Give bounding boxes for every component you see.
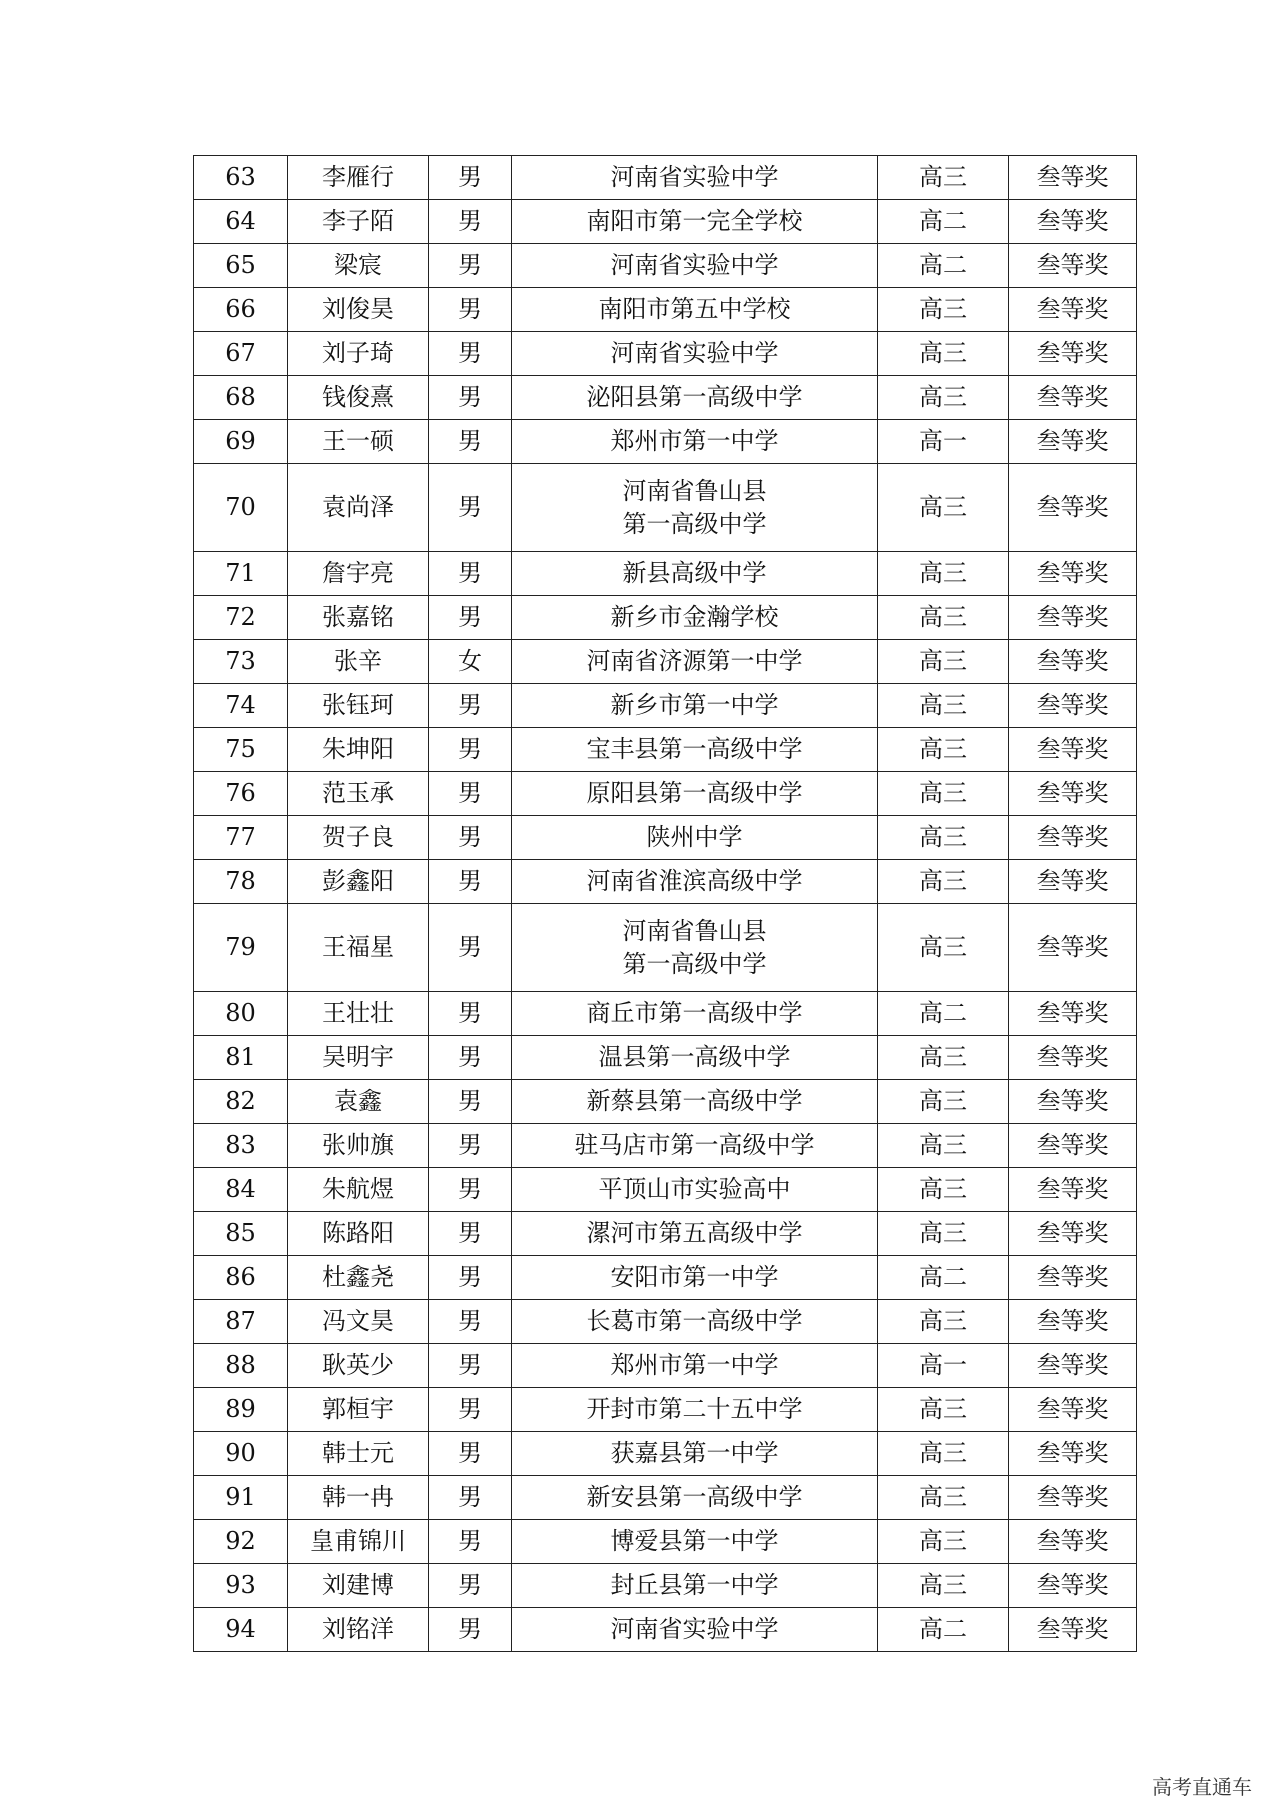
school-name-line: 长葛市第一高级中学 (586, 1307, 803, 1335)
row-number-cell: 85 (194, 1212, 288, 1256)
school-name-line: 南阳市第一完全学校 (586, 207, 803, 235)
table-row (194, 1168, 1137, 1212)
student-name-cell: 王一硕 (288, 420, 429, 464)
school-name-line: 商丘市第一高级中学 (586, 999, 803, 1027)
table-row (194, 332, 1137, 376)
grade-cell: 高三 (878, 860, 1009, 904)
school-name-line: 获嘉县第一中学 (610, 1439, 779, 1467)
school-cell (512, 332, 878, 376)
table-row (194, 992, 1137, 1036)
table-row (194, 640, 1137, 684)
award-cell: 叁等奖 (1009, 728, 1137, 772)
student-name-cell: 张帅旗 (288, 1124, 429, 1168)
award-cell: 叁等奖 (1009, 1432, 1137, 1476)
school-cell (512, 1168, 878, 1212)
award-cell: 叁等奖 (1009, 1300, 1137, 1344)
student-name-cell: 张钰珂 (288, 684, 429, 728)
school-name-line: 第一高级中学 (622, 509, 767, 538)
school-cell (512, 552, 878, 596)
school-name-line: 河南省鲁山县 (622, 476, 767, 505)
school-name-line: 封丘县第一中学 (610, 1571, 779, 1599)
row-number-cell: 63 (194, 156, 288, 200)
grade-cell: 高三 (878, 464, 1009, 552)
grade-cell: 高三 (878, 288, 1009, 332)
award-cell: 叁等奖 (1009, 904, 1137, 992)
school-name-line: 驻马店市第一高级中学 (574, 1131, 815, 1159)
gender-cell: 男 (429, 332, 512, 376)
award-cell: 叁等奖 (1009, 992, 1137, 1036)
grade-cell: 高二 (878, 1608, 1009, 1652)
student-name-cell: 刘铭洋 (288, 1608, 429, 1652)
school-cell (512, 420, 878, 464)
school-cell (512, 288, 878, 332)
table-row (194, 1256, 1137, 1300)
school-cell (512, 904, 878, 992)
gender-cell: 男 (429, 1080, 512, 1124)
award-cell: 叁等奖 (1009, 816, 1137, 860)
award-cell: 叁等奖 (1009, 772, 1137, 816)
student-name-cell: 张辛 (288, 640, 429, 684)
row-number-cell: 68 (194, 376, 288, 420)
table-row (194, 1344, 1137, 1388)
gender-cell: 男 (429, 376, 512, 420)
school-cell (512, 464, 878, 552)
student-name-cell: 吴明宇 (288, 1036, 429, 1080)
school-name-line: 开封市第二十五中学 (586, 1395, 803, 1423)
award-cell: 叁等奖 (1009, 596, 1137, 640)
award-cell: 叁等奖 (1009, 1608, 1137, 1652)
school-cell (512, 1080, 878, 1124)
row-number-cell: 76 (194, 772, 288, 816)
school-name-line: 河南省实验中学 (610, 163, 779, 191)
row-number-cell: 91 (194, 1476, 288, 1520)
student-name-cell: 刘子琦 (288, 332, 429, 376)
school-cell (512, 156, 878, 200)
school-cell (512, 244, 878, 288)
school-name-line: 漯河市第五高级中学 (586, 1219, 803, 1247)
school-cell (512, 1476, 878, 1520)
student-name-cell: 皇甫锦川 (288, 1520, 429, 1564)
gender-cell: 男 (429, 1520, 512, 1564)
table-row (194, 552, 1137, 596)
school-name-line: 河南省实验中学 (610, 339, 779, 367)
table-row (194, 464, 1137, 552)
student-name-cell: 梁宸 (288, 244, 429, 288)
gender-cell: 男 (429, 1256, 512, 1300)
school-cell (512, 1124, 878, 1168)
student-name-cell: 袁尚泽 (288, 464, 429, 552)
school-name-line: 新乡市金瀚学校 (610, 603, 779, 631)
row-number-cell: 83 (194, 1124, 288, 1168)
grade-cell: 高三 (878, 640, 1009, 684)
grade-cell: 高三 (878, 684, 1009, 728)
grade-cell: 高三 (878, 332, 1009, 376)
row-number-cell: 78 (194, 860, 288, 904)
row-number-cell: 73 (194, 640, 288, 684)
grade-cell: 高三 (878, 1564, 1009, 1608)
school-cell (512, 1432, 878, 1476)
school-name-line: 宝丰县第一高级中学 (586, 735, 803, 763)
student-name-cell: 韩一冉 (288, 1476, 429, 1520)
school-name-line: 原阳县第一高级中学 (586, 779, 803, 807)
school-name-line: 河南省淮滨高级中学 (586, 867, 803, 895)
gender-cell: 男 (429, 684, 512, 728)
row-number-cell: 77 (194, 816, 288, 860)
gender-cell: 男 (429, 1168, 512, 1212)
table-row (194, 244, 1137, 288)
gender-cell: 男 (429, 1344, 512, 1388)
table-row (194, 420, 1137, 464)
row-number-cell: 90 (194, 1432, 288, 1476)
gender-cell: 男 (429, 1432, 512, 1476)
school-cell (512, 1564, 878, 1608)
student-name-cell: 贺子良 (288, 816, 429, 860)
school-name-line: 新县高级中学 (622, 559, 767, 587)
grade-cell: 高三 (878, 1036, 1009, 1080)
row-number-cell: 94 (194, 1608, 288, 1652)
row-number-cell: 69 (194, 420, 288, 464)
grade-cell: 高二 (878, 200, 1009, 244)
award-cell: 叁等奖 (1009, 1080, 1137, 1124)
school-name-line: 新乡市第一中学 (610, 691, 779, 719)
gender-cell: 男 (429, 816, 512, 860)
table-row (194, 1080, 1137, 1124)
row-number-cell: 89 (194, 1388, 288, 1432)
table-row (194, 904, 1137, 992)
grade-cell: 高三 (878, 1432, 1009, 1476)
student-name-cell: 耿英少 (288, 1344, 429, 1388)
grade-cell: 高一 (878, 1344, 1009, 1388)
school-cell (512, 1520, 878, 1564)
school-cell (512, 200, 878, 244)
student-name-cell: 张嘉铭 (288, 596, 429, 640)
school-cell (512, 1388, 878, 1432)
school-cell (512, 728, 878, 772)
school-cell (512, 816, 878, 860)
student-name-cell: 韩士元 (288, 1432, 429, 1476)
award-cell: 叁等奖 (1009, 464, 1137, 552)
table-row (194, 816, 1137, 860)
table-row (194, 684, 1137, 728)
award-cell: 叁等奖 (1009, 200, 1137, 244)
grade-cell: 高三 (878, 376, 1009, 420)
table-row (194, 156, 1137, 200)
gender-cell: 男 (429, 772, 512, 816)
row-number-cell: 67 (194, 332, 288, 376)
student-name-cell: 郭桓宇 (288, 1388, 429, 1432)
gender-cell: 男 (429, 1036, 512, 1080)
school-name-line: 郑州市第一中学 (610, 1351, 779, 1379)
table-row (194, 728, 1137, 772)
gender-cell: 男 (429, 860, 512, 904)
gender-cell: 男 (429, 728, 512, 772)
gender-cell: 男 (429, 288, 512, 332)
table-row (194, 1564, 1137, 1608)
student-name-cell: 钱俊熹 (288, 376, 429, 420)
table-row (194, 860, 1137, 904)
school-name-line: 博爱县第一中学 (610, 1527, 779, 1555)
table-row (194, 1520, 1137, 1564)
student-name-cell: 朱坤阳 (288, 728, 429, 772)
student-name-cell: 冯文昊 (288, 1300, 429, 1344)
school-cell (512, 1036, 878, 1080)
student-name-cell: 李雁行 (288, 156, 429, 200)
gender-cell: 男 (429, 1124, 512, 1168)
gender-cell: 男 (429, 552, 512, 596)
gender-cell: 男 (429, 1476, 512, 1520)
grade-cell: 高二 (878, 244, 1009, 288)
row-number-cell: 66 (194, 288, 288, 332)
table-row (194, 1036, 1137, 1080)
award-cell: 叁等奖 (1009, 420, 1137, 464)
watermark-text: 高考直通车 (1152, 1775, 1252, 1799)
row-number-cell: 79 (194, 904, 288, 992)
school-cell (512, 772, 878, 816)
school-name-line: 陕州中学 (646, 823, 743, 851)
award-cell: 叁等奖 (1009, 684, 1137, 728)
row-number-cell: 71 (194, 552, 288, 596)
gender-cell: 男 (429, 1212, 512, 1256)
student-name-cell: 王壮壮 (288, 992, 429, 1036)
gender-cell: 男 (429, 464, 512, 552)
grade-cell: 高三 (878, 1124, 1009, 1168)
row-number-cell: 87 (194, 1300, 288, 1344)
table-row (194, 596, 1137, 640)
row-number-cell: 80 (194, 992, 288, 1036)
school-cell (512, 1608, 878, 1652)
table-row (194, 200, 1137, 244)
award-cell: 叁等奖 (1009, 332, 1137, 376)
award-cell: 叁等奖 (1009, 1476, 1137, 1520)
student-name-cell: 詹宇亮 (288, 552, 429, 596)
grade-cell: 高三 (878, 1080, 1009, 1124)
award-list-body (194, 156, 1137, 1652)
gender-cell: 男 (429, 596, 512, 640)
table-row (194, 1432, 1137, 1476)
school-cell (512, 640, 878, 684)
gender-cell: 男 (429, 1564, 512, 1608)
grade-cell: 高三 (878, 1520, 1009, 1564)
student-name-cell: 陈路阳 (288, 1212, 429, 1256)
school-cell (512, 1344, 878, 1388)
grade-cell: 高三 (878, 596, 1009, 640)
row-number-cell: 74 (194, 684, 288, 728)
award-cell: 叁等奖 (1009, 1036, 1137, 1080)
school-name-line: 河南省实验中学 (610, 251, 779, 279)
grade-cell: 高三 (878, 1168, 1009, 1212)
gender-cell: 男 (429, 992, 512, 1036)
gender-cell: 男 (429, 1388, 512, 1432)
row-number-cell: 70 (194, 464, 288, 552)
grade-cell: 高三 (878, 1212, 1009, 1256)
row-number-cell: 88 (194, 1344, 288, 1388)
row-number-cell: 65 (194, 244, 288, 288)
grade-cell: 高三 (878, 728, 1009, 772)
row-number-cell: 64 (194, 200, 288, 244)
gender-cell: 男 (429, 904, 512, 992)
award-cell: 叁等奖 (1009, 156, 1137, 200)
award-cell: 叁等奖 (1009, 244, 1137, 288)
row-number-cell: 86 (194, 1256, 288, 1300)
award-cell: 叁等奖 (1009, 552, 1137, 596)
school-name-line: 泌阳县第一高级中学 (586, 383, 803, 411)
school-cell (512, 376, 878, 420)
school-cell (512, 1212, 878, 1256)
grade-cell: 高三 (878, 1388, 1009, 1432)
school-name-line: 安阳市第一中学 (610, 1263, 779, 1291)
student-name-cell: 袁鑫 (288, 1080, 429, 1124)
school-name-line: 郑州市第一中学 (610, 427, 779, 455)
grade-cell: 高三 (878, 904, 1009, 992)
grade-cell: 高三 (878, 772, 1009, 816)
school-cell (512, 992, 878, 1036)
student-name-cell: 朱航煜 (288, 1168, 429, 1212)
school-name-line: 平顶山市实验高中 (598, 1175, 791, 1203)
award-cell: 叁等奖 (1009, 860, 1137, 904)
award-cell: 叁等奖 (1009, 1564, 1137, 1608)
student-name-cell: 彭鑫阳 (288, 860, 429, 904)
table-row (194, 1124, 1137, 1168)
grade-cell: 高三 (878, 1300, 1009, 1344)
student-name-cell: 范玉承 (288, 772, 429, 816)
grade-cell: 高三 (878, 552, 1009, 596)
grade-cell: 高二 (878, 992, 1009, 1036)
gender-cell: 男 (429, 1608, 512, 1652)
award-list-table (193, 155, 1137, 1652)
award-cell: 叁等奖 (1009, 288, 1137, 332)
school-name-line: 新蔡县第一高级中学 (586, 1087, 803, 1115)
school-cell (512, 1300, 878, 1344)
gender-cell: 男 (429, 156, 512, 200)
award-cell: 叁等奖 (1009, 1124, 1137, 1168)
row-number-cell: 75 (194, 728, 288, 772)
student-name-cell: 李子陌 (288, 200, 429, 244)
row-number-cell: 93 (194, 1564, 288, 1608)
award-cell: 叁等奖 (1009, 1344, 1137, 1388)
school-cell (512, 596, 878, 640)
grade-cell: 高一 (878, 420, 1009, 464)
school-name-line: 河南省鲁山县 (622, 916, 767, 945)
table-row (194, 288, 1137, 332)
school-cell (512, 1256, 878, 1300)
row-number-cell: 72 (194, 596, 288, 640)
award-cell: 叁等奖 (1009, 376, 1137, 420)
grade-cell: 高三 (878, 1476, 1009, 1520)
school-name-line: 温县第一高级中学 (598, 1043, 791, 1071)
award-cell: 叁等奖 (1009, 640, 1137, 684)
award-cell: 叁等奖 (1009, 1212, 1137, 1256)
row-number-cell: 82 (194, 1080, 288, 1124)
row-number-cell: 92 (194, 1520, 288, 1564)
row-number-cell: 84 (194, 1168, 288, 1212)
table-row (194, 1212, 1137, 1256)
student-name-cell: 王福星 (288, 904, 429, 992)
gender-cell: 男 (429, 244, 512, 288)
award-cell: 叁等奖 (1009, 1388, 1137, 1432)
award-cell: 叁等奖 (1009, 1520, 1137, 1564)
grade-cell: 高三 (878, 816, 1009, 860)
award-cell: 叁等奖 (1009, 1256, 1137, 1300)
row-number-cell: 81 (194, 1036, 288, 1080)
table-row (194, 1300, 1137, 1344)
table-row (194, 376, 1137, 420)
grade-cell: 高三 (878, 156, 1009, 200)
table-row (194, 1388, 1137, 1432)
school-name-line: 第一高级中学 (622, 949, 767, 978)
gender-cell: 女 (429, 640, 512, 684)
student-name-cell: 刘俊昊 (288, 288, 429, 332)
table-row (194, 1476, 1137, 1520)
gender-cell: 男 (429, 200, 512, 244)
student-name-cell: 刘建博 (288, 1564, 429, 1608)
school-name-line: 南阳市第五中学校 (598, 295, 791, 323)
grade-cell: 高二 (878, 1256, 1009, 1300)
gender-cell: 男 (429, 1300, 512, 1344)
school-name-line: 新安县第一高级中学 (586, 1483, 803, 1511)
school-name-line: 河南省实验中学 (610, 1615, 779, 1643)
school-name-line: 河南省济源第一中学 (586, 647, 803, 675)
award-cell: 叁等奖 (1009, 1168, 1137, 1212)
school-cell (512, 684, 878, 728)
gender-cell: 男 (429, 420, 512, 464)
table-row (194, 772, 1137, 816)
table-row (194, 1608, 1137, 1652)
school-cell (512, 860, 878, 904)
student-name-cell: 杜鑫尧 (288, 1256, 429, 1300)
